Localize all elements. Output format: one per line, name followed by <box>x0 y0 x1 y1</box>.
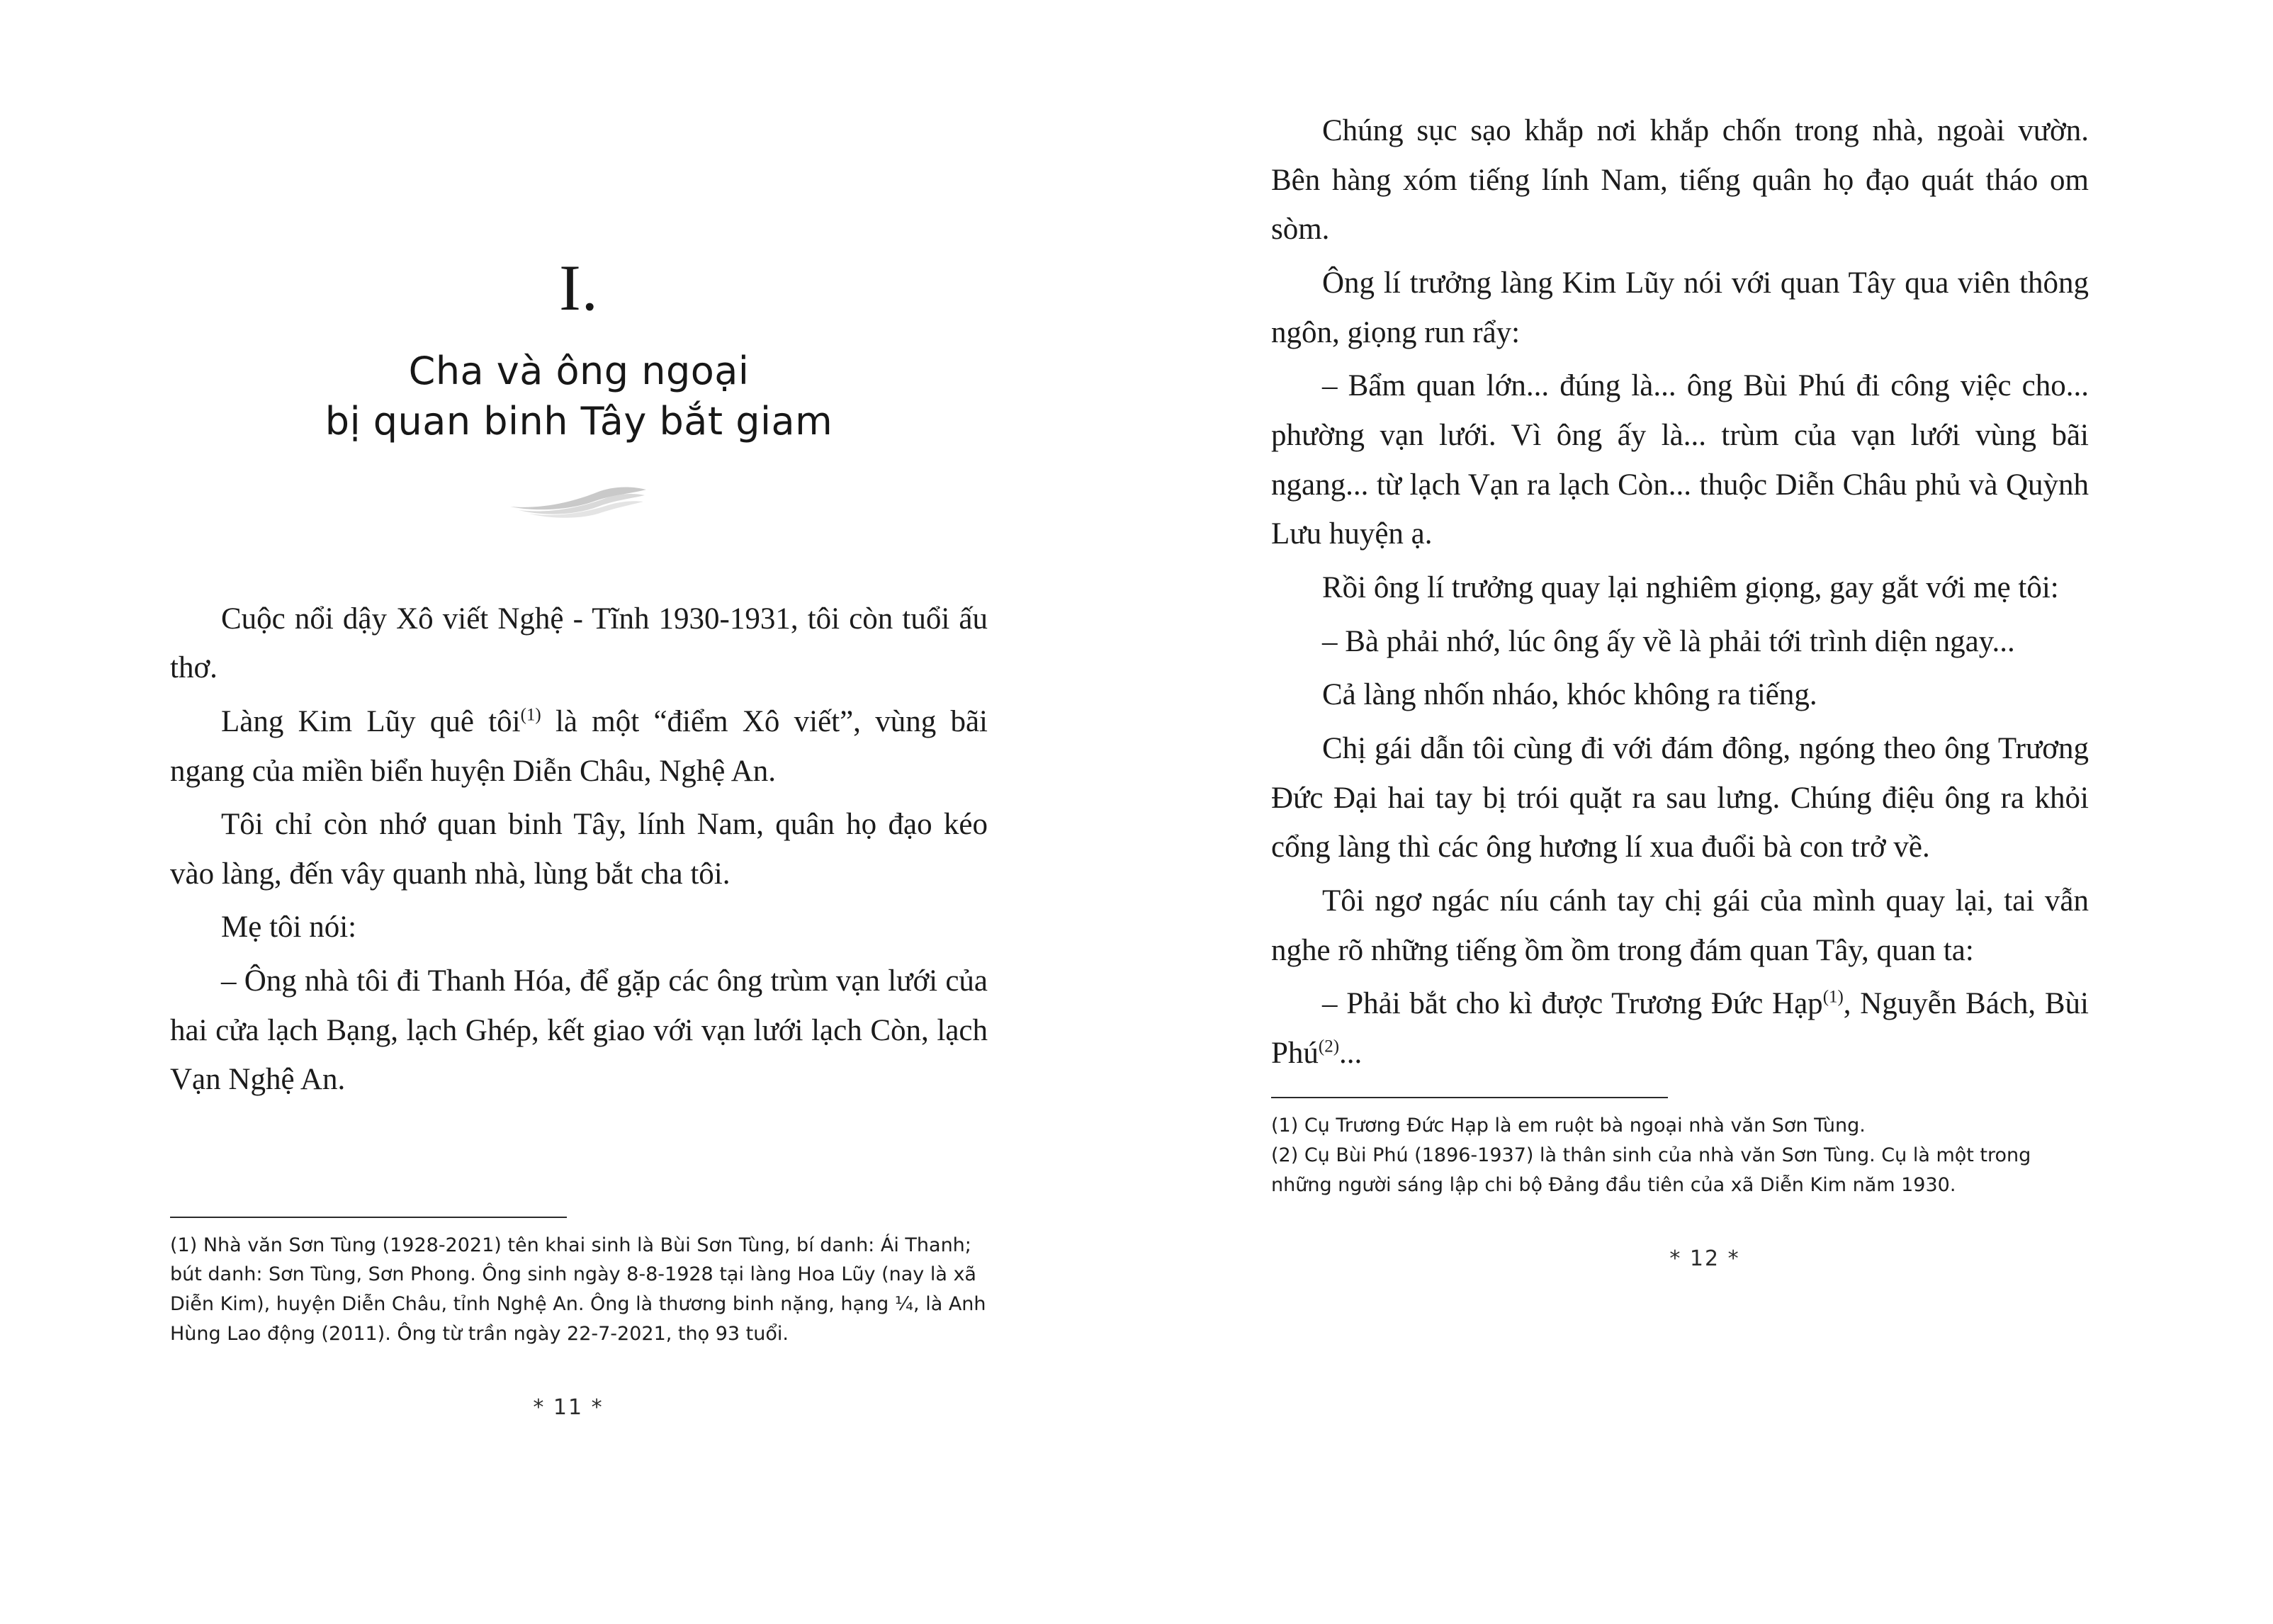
footnote-marker: (2) <box>1318 1037 1339 1056</box>
footnote: (2) Cụ Bùi Phú (1896-1937) là thân sinh của nhà văn Sơn Tùng. Cụ là một trong những người sáng lập chi bộ Đảng đầu tiên của xã Diễn Kim năm 1930. <box>1271 1144 2031 1197</box>
left-body-text <box>170 594 988 1105</box>
paragraph: Chị gái dẫn tôi cùng đi với đám đông, ngóng theo ông Trương Đức Đại hai tay bị trói quặt ra sau lưng. Chúng điệu ông ra khỏi cổng làng thì các ông hương lí xua đuổi bà con trở về. <box>1271 731 2089 864</box>
paragraph: Cả làng nhốn nháo, khóc không ra tiếng. <box>1322 678 1817 712</box>
left-page-body <box>170 252 988 1488</box>
paragraph: Tôi chỉ còn nhớ quan binh Tây, lính Nam, quân họ đạo kéo vào làng, đến vây quanh nhà, lùng bắt cha tôi. <box>170 808 988 891</box>
paragraph: Mẹ tôi nói: <box>221 910 357 944</box>
right-page-folio: * 12 * <box>1669 1246 1740 1271</box>
chapter-number: I. <box>559 252 599 324</box>
left-footnote-area <box>170 1217 988 1349</box>
footnote-divider <box>170 1217 567 1218</box>
footnote: (1) Nhà văn Sơn Tùng (1928-2021) tên khai sinh là Bùi Sơn Tùng, bí danh: Ái Thanh; bút danh: Sơn Tùng, Sơn Phong. Ông sinh ngày 8-8-1928 tại làng Hoa Lũy (nay là xã Diễn Kim), huyện Diễn Châu, tỉnh Nghệ An. Ông là thương binh nặng, hạng ¼, là Anh Hùng Lao động (2011). Ông từ trần ngày 22-7-2021, thọ 93 tuổi. <box>170 1234 986 1346</box>
paragraph: Tôi ngơ ngác níu cánh tay chị gái của mình quay lại, tai vẫn nghe rõ những tiếng ồm ồm trong đám quan Tây, quan ta: <box>1271 884 2089 967</box>
paragraph: Cuộc nổi dậy Xô viết Nghệ - Tĩnh 1930-1931, tôi còn tuổi ấu thơ. <box>170 602 988 685</box>
footnote-divider <box>1271 1097 1668 1098</box>
left-page <box>0 0 1136 1624</box>
right-page <box>1136 0 2273 1624</box>
footnote-marker: (1) <box>1822 987 1844 1007</box>
chapter-title-line-2: bị quan binh Tây bắt giam <box>325 399 833 444</box>
paragraph: Chúng sục sạo khắp nơi khắp chốn trong nhà, ngoài vườn. Bên hàng xóm tiếng lính Nam, tiếng quân họ đạo quát tháo om sòm. <box>1271 114 2089 247</box>
paragraph: Rồi ông lí trưởng quay lại nghiêm giọng, gay gắt với mẹ tôi: <box>1322 570 2059 604</box>
paragraph: – Phải bắt cho kì được Trương Đức Hạp$^{(1)}$, Nguyễn Bách, Bùi Phú$^{(2)}$... <box>1271 987 2089 1070</box>
right-footnote-area <box>1271 1097 2089 1200</box>
right-page-body <box>1271 106 2089 1339</box>
footnote: (1) Cụ Trương Đức Hạp là em ruột bà ngoại nhà văn Sơn Tùng. <box>1271 1115 1866 1137</box>
paragraph: Ông lí trưởng làng Kim Lũy nói với quan Tây qua viên thông ngôn, giọng run rẩy: <box>1271 266 2089 349</box>
left-footnotes <box>170 1231 988 1349</box>
right-body-text <box>1271 106 2089 1078</box>
paragraph: – Bà phải nhớ, lúc ông ấy về là phải tới trình diện ngay... <box>1322 624 2015 658</box>
paragraph: – Bẩm quan lớn... đúng là... ông Bùi Phú đi công việc cho... phường vạn lưới. Vì ông ấy là... trùm của vạn lưới vùng bãi ngang... từ lạch Vạn ra lạch Còn... thuộc Diễn Châu phủ và Quỳnh Lưu huyện ạ. <box>1271 369 2089 551</box>
leaf-flourish-ornament <box>504 478 653 519</box>
right-footnotes <box>1271 1111 2089 1200</box>
paragraph: Làng Kim Lũy quê tôi$^{(1)}$ là một “điểm Xô viết”, vùng bãi ngang của miền biển huyện Diễn Châu, Nghệ An. <box>170 704 988 788</box>
chapter-title-line-1: Cha và ông ngoại <box>408 349 750 393</box>
chapter-title <box>170 346 988 447</box>
paragraph: – Ông nhà tôi đi Thanh Hóa, để gặp các ông trùm vạn lưới của hai cửa lạch Bạng, lạch Ghép, kết giao với vạn lưới lạch Còn, lạch Vạn Nghệ An. <box>170 964 988 1097</box>
footnote-marker: (1) <box>520 705 541 725</box>
left-page-folio: * 11 * <box>533 1395 604 1420</box>
